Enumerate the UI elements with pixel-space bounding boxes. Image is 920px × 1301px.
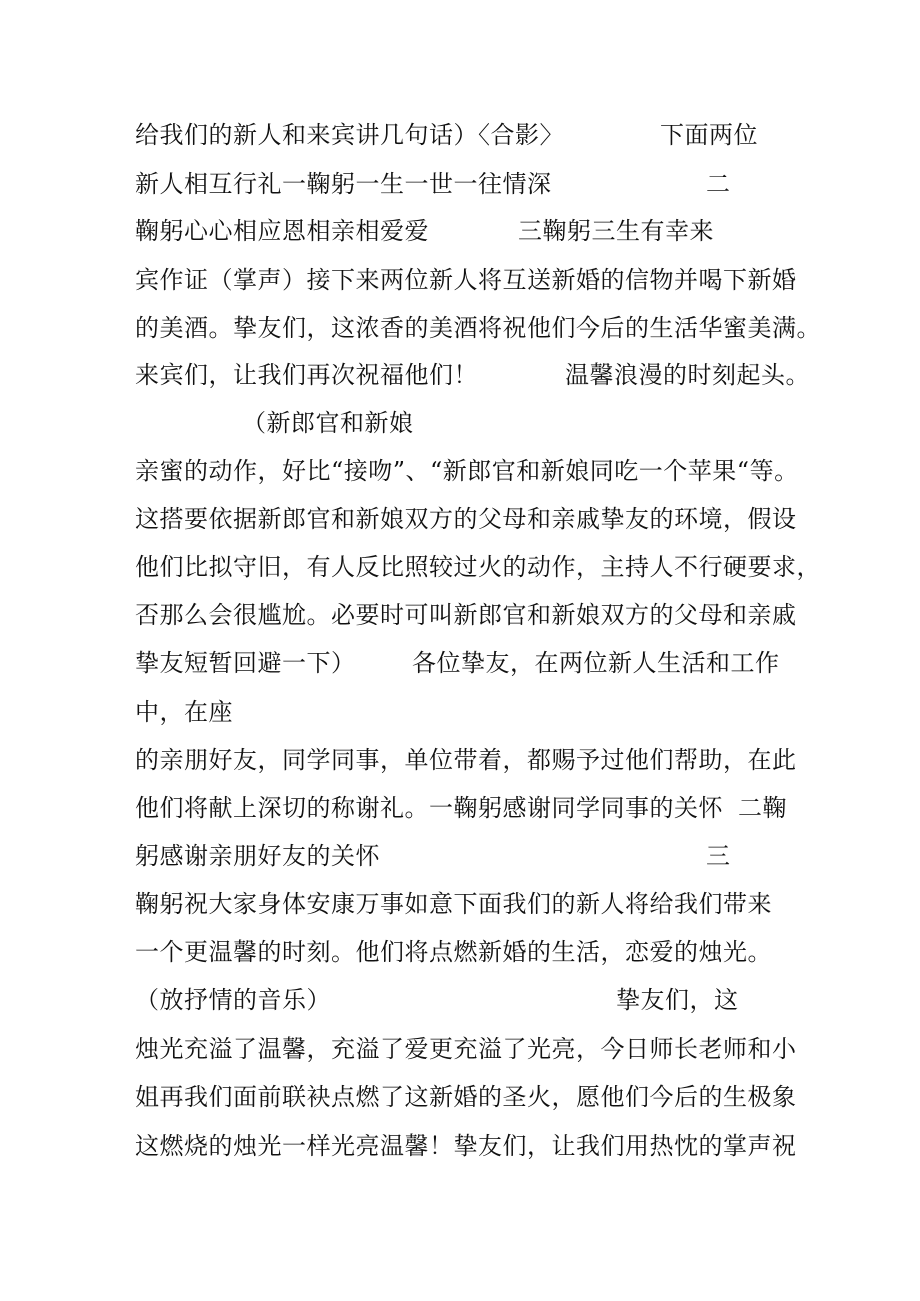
text-line-6a: 来宾们，让我们再次祝福他们！ [135,361,478,389]
text-line-16a: 躬感谢亲朋好友的关怀 [135,842,380,870]
text-line-16b: 三 [706,842,731,870]
text-line-2b: 二 [706,170,731,198]
text-line-7: （新郎官和新娘 [242,409,414,437]
text-line-19a: （放抒情的音乐） [135,986,331,1014]
text-line-4: 宾作证（掌声）接下来两位新人将互送新婚的信物并喝下新婚 [135,266,797,294]
text-line-17: 鞠躬祝大家身体安康万事如意下面我们的新人将给我们带来 [135,890,772,918]
text-line-13: 中，在座 [135,698,233,726]
text-line-14: 的亲朋好友，同学同事，单位带着，都赐予过他们帮助，在此 [135,746,797,774]
text-line-21: 姐再我们面前联袂点燃了这新婚的圣火，愿他们今后的生极象 [135,1083,797,1111]
text-line-6b: 温馨浪漫的时刻起头。 [565,361,810,389]
text-line-20: 烛光充溢了温馨，充溢了爱更充溢了光亮，今日师长老师和小 [135,1035,797,1063]
text-line-18: 一个更温馨的时刻。他们将点燃新婚的生活，恋爱的烛光。 [135,938,772,966]
text-line-12b: 各位挚友，在两位新人生活和工作 [412,649,780,677]
text-line-22: 这燃烧的烛光一样光亮温馨！挚友们，让我们用热忱的掌声祝 [135,1132,797,1160]
text-line-15b: 二鞠 [738,794,787,822]
text-line-12a: 挚友短暂回避一下） [135,649,356,677]
text-line-1a: 给我们的新人和来宾讲几句话）〈合影〉 [135,121,564,149]
text-line-5: 的美酒。挚友们，这浓香的美酒将祝他们今后的生活华蜜美满。 [135,314,821,342]
text-line-19b: 挚友们，这 [616,986,739,1014]
text-line-9: 这搭要依据新郎官和新娘双方的父母和亲戚挚友的环境，假设 [135,505,797,533]
text-line-2a: 新人相互行礼一鞠躬一生一世一往情深 [135,170,552,198]
text-line-3a: 鞠躬心心相应恩相亲相爱爱 [135,217,429,245]
text-line-1b: 下面两位 [660,121,758,149]
text-line-3b: 三鞠躬三生有幸来 [518,217,714,245]
text-line-15a: 他们将献上深切的称谢礼。一鞠躬感谢同学同事的关怀 [135,794,723,822]
text-line-10: 他们比拟守旧，有人反比照较过火的动作，主持人不行硬要求， [135,553,821,581]
text-line-11: 否那么会很尴尬。必要时可叫新郎官和新娘双方的父母和亲戚 [135,601,797,629]
text-line-8: 亲蜜的动作，好比“接吻”、“新郎官和新娘同吃一个苹果“等。 [135,457,799,485]
